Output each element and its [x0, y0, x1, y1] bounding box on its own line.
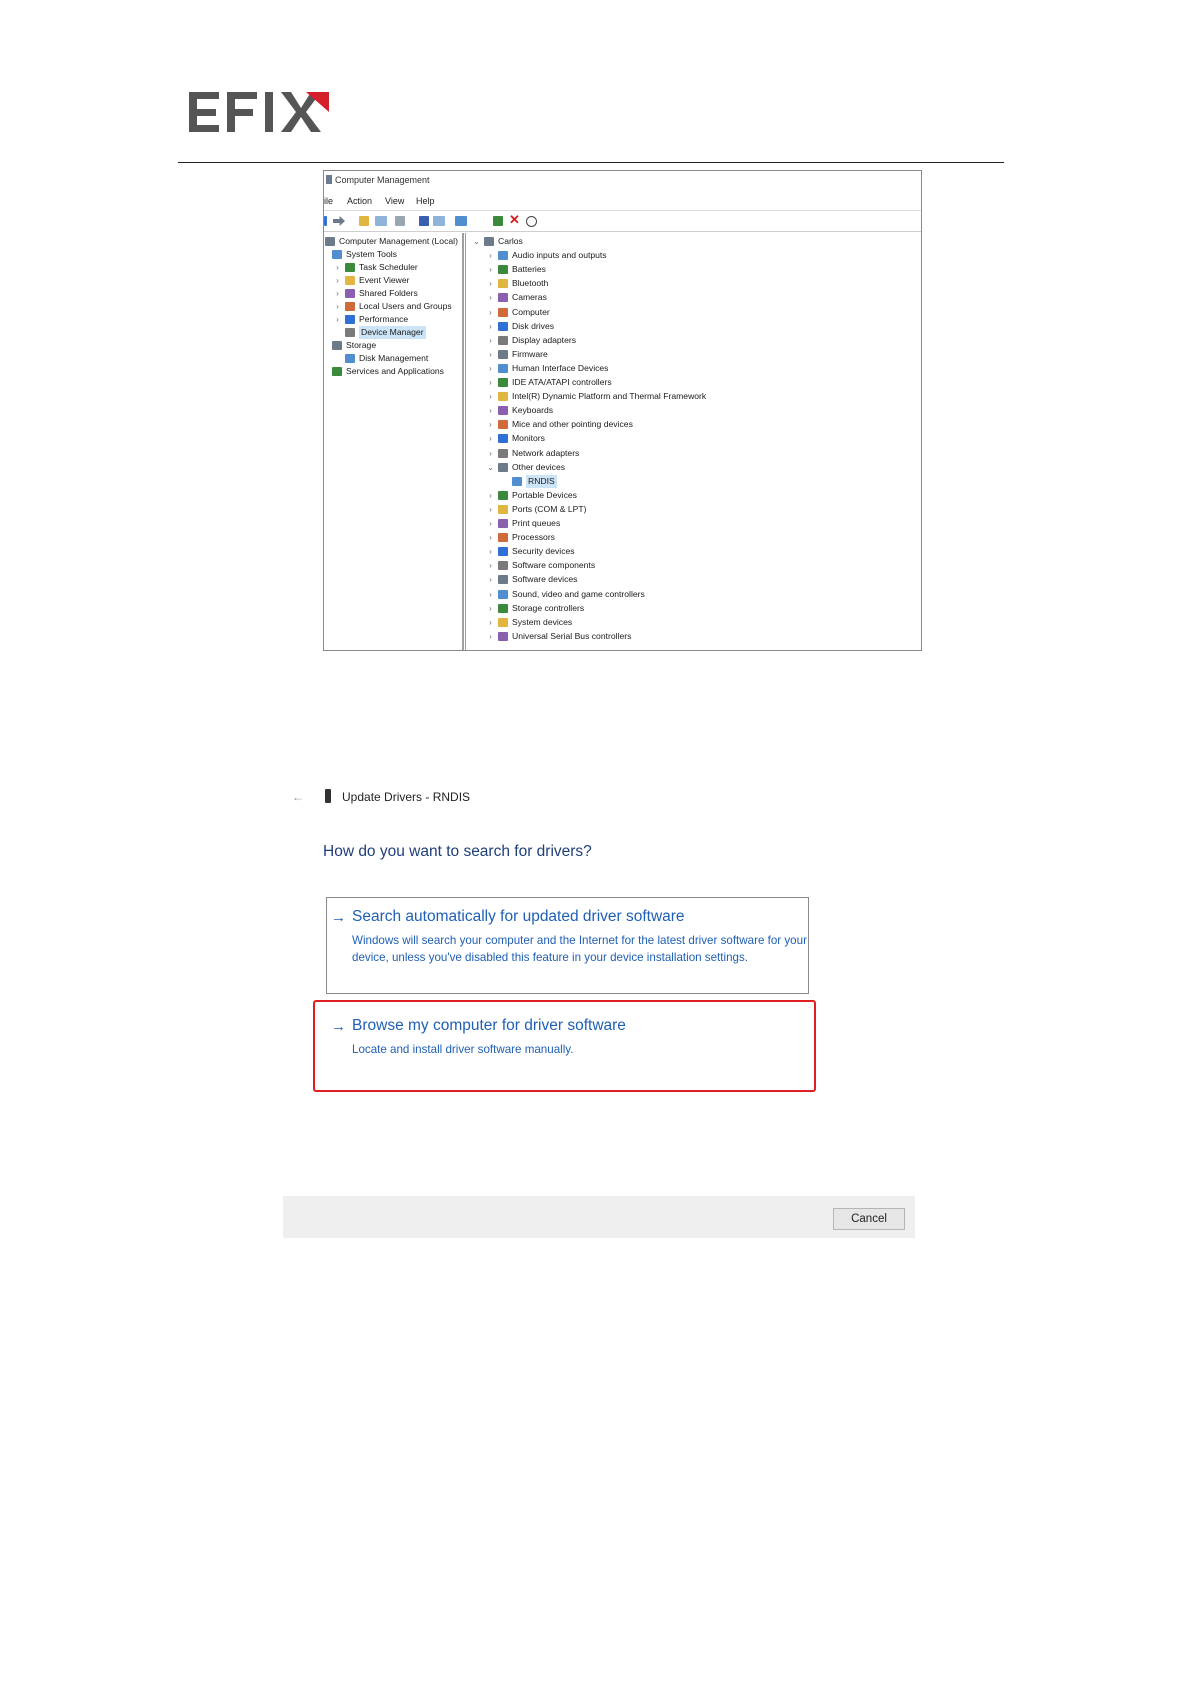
up-folder-icon[interactable] [359, 216, 369, 226]
tree-item-label: Carlos [498, 236, 523, 246]
show-hide-tree-icon[interactable] [375, 216, 387, 226]
browse-computer-option[interactable] [313, 1000, 816, 1092]
warning-device-icon [512, 477, 522, 486]
option-description: Locate and install driver software manually. [352, 1043, 574, 1056]
tree-item-label: IDE ATA/ATAPI controllers [512, 377, 612, 387]
sound-icon [498, 590, 508, 599]
tree-item[interactable] [324, 339, 462, 352]
tree-item-label: Storage controllers [512, 602, 585, 613]
tree-item-label: Batteries [512, 264, 546, 275]
tree-item-label: Bluetooth [512, 278, 549, 289]
chevron-right-icon[interactable]: › [489, 448, 492, 458]
chevron-right-icon[interactable]: › [489, 519, 492, 528]
tree-item[interactable] [466, 249, 921, 262]
tree-item[interactable] [324, 274, 462, 287]
hid-icon [498, 364, 508, 373]
disk-drive-icon [498, 322, 508, 331]
tree-item[interactable] [466, 362, 921, 375]
tree-item-label: Sound, video and game controllers [512, 588, 645, 599]
dialog-question: How do you want to search for drivers? [323, 843, 592, 860]
tree-item-label: Storage [346, 340, 377, 350]
chevron-right-icon[interactable]: › [489, 603, 492, 613]
tree-item-label: Network adapters [512, 447, 580, 458]
intel-icon [498, 392, 508, 401]
software-component-icon [498, 561, 508, 570]
tree-item-label: Disk Management [359, 353, 429, 363]
disk-icon [345, 354, 355, 363]
chevron-right-icon[interactable]: › [489, 547, 492, 557]
port-icon [498, 505, 508, 514]
toolbar [324, 210, 921, 232]
tree-item-label: Other devices [512, 461, 566, 472]
tree-item-label: Computer [512, 306, 550, 317]
menu-view[interactable]: View [385, 196, 405, 206]
tree-item[interactable] [466, 263, 921, 276]
device-manager-icon [345, 328, 355, 337]
tree-item-label: Keyboards [512, 405, 554, 416]
tree-item-label: Shared Folders [359, 288, 418, 298]
tree-item-label: Disk drives [512, 320, 555, 331]
menu-action[interactable]: Action [347, 196, 373, 206]
chevron-right-icon[interactable]: › [489, 490, 492, 500]
tree-item-label: Services and Applications [346, 366, 444, 376]
tree-item-label: Human Interface Devices [512, 362, 609, 373]
tree-item[interactable] [466, 334, 921, 347]
device-tree [465, 233, 921, 650]
tree-item[interactable] [466, 531, 921, 544]
tree-item[interactable] [466, 475, 921, 488]
chevron-right-icon[interactable]: › [489, 504, 492, 514]
efix-logo [189, 88, 329, 136]
tree-item[interactable] [466, 390, 921, 403]
security-icon [498, 547, 508, 556]
tree-item[interactable] [466, 461, 921, 474]
camera-icon [498, 293, 508, 302]
chevron-right-icon[interactable]: › [489, 631, 492, 641]
chevron-right-icon[interactable]: › [489, 617, 492, 627]
chevron-right-icon[interactable]: › [336, 263, 339, 272]
download-icon[interactable] [526, 216, 537, 227]
tree-item-label: Ports (COM & LPT) [512, 503, 587, 514]
tree-item-label: System Tools [346, 249, 397, 259]
tree-item[interactable] [466, 517, 921, 530]
tree-item-label: Monitors [512, 433, 545, 444]
chevron-right-icon[interactable]: › [489, 561, 492, 571]
tree-item[interactable] [466, 588, 921, 601]
tree-item[interactable] [466, 545, 921, 558]
tree-item[interactable] [466, 503, 921, 516]
tree-item[interactable] [324, 326, 462, 339]
tree-item[interactable] [466, 404, 921, 417]
tree-item-label: Computer Management (Local) [339, 236, 458, 246]
header-rule [178, 162, 1004, 163]
chevron-right-icon[interactable]: › [489, 363, 492, 373]
chevron-right-icon[interactable]: › [489, 420, 492, 430]
help-icon[interactable] [419, 216, 429, 226]
menu-bar [324, 195, 921, 209]
tree-item-label: RNDIS [528, 475, 555, 486]
chevron-right-icon[interactable]: › [336, 289, 339, 298]
option-heading: Browse my computer for driver software [352, 1017, 626, 1034]
chevron-right-icon[interactable]: › [489, 533, 492, 543]
storage-icon [332, 341, 342, 350]
tree-item-label: Local Users and Groups [359, 301, 452, 311]
system-device-icon [498, 618, 508, 627]
tree-item[interactable] [466, 602, 921, 615]
chevron-right-icon[interactable]: › [489, 349, 492, 359]
back-icon[interactable] [324, 216, 327, 226]
tree-item[interactable] [324, 235, 462, 248]
chevron-right-icon[interactable]: › [489, 251, 492, 261]
tree-item-label: Device Manager [361, 327, 424, 337]
mouse-icon [498, 420, 508, 429]
ide-icon [498, 378, 508, 387]
dialog-footer [283, 1196, 915, 1238]
tree-item[interactable] [466, 235, 921, 248]
tree-item[interactable] [466, 418, 921, 431]
computer-management-window [323, 170, 922, 651]
processor-icon [498, 533, 508, 542]
tree-item[interactable] [324, 352, 462, 365]
tree-item-label: Display adapters [512, 334, 577, 345]
monitor-icon [498, 308, 508, 317]
chevron-right-icon[interactable]: › [489, 392, 492, 402]
tree-item-label: Security devices [512, 546, 575, 557]
users-icon [345, 302, 355, 311]
tree-item[interactable] [466, 489, 921, 502]
usb-icon [498, 632, 508, 641]
properties-icon[interactable] [395, 216, 405, 226]
printer-icon [498, 519, 508, 528]
option-heading: Search automatically for updated driver software [352, 908, 685, 925]
monitor-icon [498, 434, 508, 443]
tree-item-label: Portable Devices [512, 489, 577, 500]
chevron-right-icon[interactable]: › [489, 307, 492, 317]
tree-item-label: Print queues [512, 518, 561, 528]
keyboard-icon [498, 406, 508, 415]
tree-item[interactable] [466, 616, 921, 629]
tree-item-label: Performance [359, 314, 409, 324]
tree-item-label: Firmware [512, 348, 548, 359]
tree-item[interactable] [324, 365, 462, 378]
chevron-right-icon[interactable]: › [489, 589, 492, 599]
tree-item[interactable] [466, 630, 921, 643]
performance-icon [345, 315, 355, 324]
console-tree [324, 233, 464, 650]
tree-item-label: System devices [512, 616, 573, 627]
tree-item-label: Processors [512, 532, 555, 543]
device-icon [325, 789, 331, 803]
tree-item[interactable] [466, 447, 921, 460]
other-devices-icon [498, 463, 508, 472]
tree-item[interactable] [466, 320, 921, 333]
computer-icon [484, 237, 494, 246]
chevron-right-icon[interactable]: › [489, 406, 492, 416]
scan-hardware-icon[interactable] [455, 216, 467, 226]
tree-item[interactable] [466, 291, 921, 304]
chevron-right-icon[interactable]: › [489, 378, 492, 387]
uninstall-icon[interactable]: ✕ [509, 212, 520, 227]
tree-item[interactable] [466, 306, 921, 319]
tree-item[interactable] [324, 248, 462, 261]
forward-icon[interactable] [333, 216, 345, 226]
chevron-right-icon[interactable]: › [336, 315, 339, 324]
computer-management-icon [325, 237, 335, 246]
tree-item[interactable] [466, 432, 921, 445]
battery-icon [498, 265, 508, 274]
folder-icon [345, 289, 355, 298]
tree-item[interactable] [324, 313, 462, 326]
tree-item-label: Event Viewer [359, 275, 410, 285]
display-adapter-icon [498, 336, 508, 345]
chevron-right-icon[interactable]: › [489, 293, 492, 303]
cancel-button[interactable]: Cancel [833, 1208, 905, 1230]
chevron-right-icon[interactable]: › [489, 265, 492, 275]
tree-item-label: Intel(R) Dynamic Platform and Thermal Framework [512, 391, 707, 402]
chevron-right-icon[interactable]: › [336, 276, 339, 285]
bluetooth-icon [498, 279, 508, 288]
firmware-icon [498, 350, 508, 359]
option-description: Windows will search your computer and the Internet for the latest driver software for your device, unless you've disabled this feature in your device installation settings. [352, 934, 807, 964]
chevron-right-icon[interactable]: › [489, 279, 492, 289]
network-icon [498, 449, 508, 458]
storage-controller-icon [498, 604, 508, 613]
menu-help[interactable]: Help [416, 196, 435, 206]
tree-item-label: Cameras [512, 292, 547, 303]
tree-item-label: Universal Serial Bus controllers [512, 630, 632, 641]
window-title: Computer Management [335, 175, 430, 185]
menu-file[interactable]: ile [324, 196, 334, 206]
portable-device-icon [498, 491, 508, 500]
tree-item[interactable] [324, 287, 462, 300]
search-automatically-option[interactable] [326, 897, 809, 994]
arrow-right-icon: → [331, 1018, 346, 1035]
tree-item-label: Software devices [512, 574, 578, 585]
tree-item[interactable] [324, 300, 462, 313]
services-icon [332, 367, 342, 376]
tree-item[interactable] [324, 261, 462, 274]
tree-item-label: Audio inputs and outputs [512, 250, 607, 261]
arrow-right-icon: → [331, 909, 346, 926]
chevron-right-icon[interactable]: › [489, 434, 492, 444]
update-driver-icon[interactable] [493, 216, 503, 226]
tree-item[interactable] [466, 573, 921, 586]
chevron-right-icon[interactable]: › [489, 321, 492, 331]
tree-item[interactable] [466, 277, 921, 290]
clock-icon [345, 263, 355, 272]
chevron-down-icon[interactable]: ⌄ [473, 237, 480, 246]
chevron-right-icon[interactable]: › [336, 302, 339, 311]
window-titlebar [324, 171, 921, 191]
tree-item[interactable] [466, 376, 921, 389]
tree-item[interactable] [466, 559, 921, 572]
tools-icon [332, 250, 342, 259]
dialog-title: Update Drivers - RNDIS [342, 790, 471, 804]
tree-item-label: Mice and other pointing devices [512, 419, 633, 430]
event-viewer-icon [345, 276, 355, 285]
chevron-down-icon[interactable]: ⌄ [487, 462, 494, 472]
chevron-right-icon[interactable]: › [489, 575, 492, 585]
chevron-right-icon[interactable]: › [489, 335, 492, 345]
tree-item-label: Task Scheduler [359, 262, 418, 272]
tree-item-label: Software components [512, 560, 596, 571]
computer-management-icon [326, 175, 332, 184]
view-icon[interactable] [433, 216, 445, 226]
speaker-icon [498, 251, 508, 260]
back-arrow-icon[interactable]: ← [292, 790, 304, 804]
software-device-icon [498, 575, 508, 584]
tree-item[interactable] [466, 348, 921, 361]
